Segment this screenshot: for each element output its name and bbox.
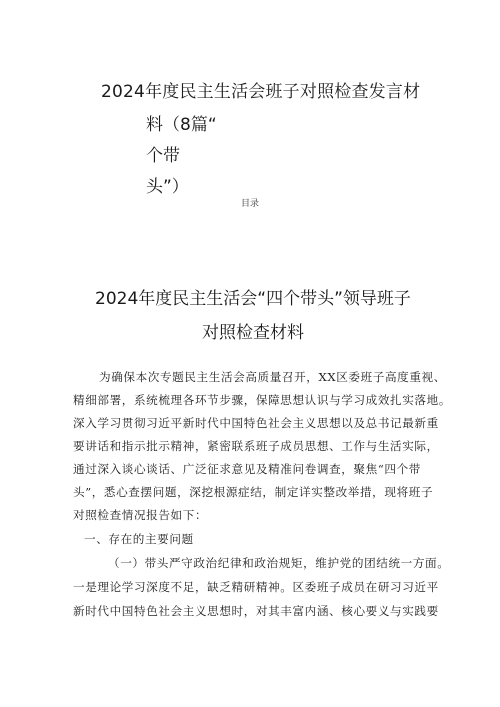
subsection-heading-1: （一）带头严守政治纪律和政治规矩，维护党的团结统一方面。 <box>108 556 450 570</box>
body-line-7: 对照检查情况报告如下： <box>73 508 208 522</box>
section-heading-1: 一、存在的主要问题 <box>84 532 194 546</box>
body-line-6: 头”，悉心查摆问题，深挖根源症结，制定详实整改举措，现将班子 <box>73 485 434 499</box>
document-title-line-1: 2024年度民主生活会“四个带头”领导班子 <box>95 289 411 309</box>
cover-title-line-1: 2024年度民主生活会班子对照检查发言材 <box>101 82 421 102</box>
toc-label: 目录 <box>241 199 260 209</box>
cover-title-line-4: 头”） <box>146 177 189 197</box>
body-line-4: 要讲话和指示批示精神，紧密联系班子成员思想、工作与生活实际， <box>73 439 439 453</box>
body-line-10: 一是理论学习深度不足，缺乏精研精神。区委班子成员在研习习近平 <box>73 580 439 594</box>
body-line-5: 通过深入谈心谈话、广泛征求意见及精准问卷调查，聚焦“四个带 <box>73 462 421 476</box>
cover-title-line-2: 料（8篇“ <box>146 115 217 135</box>
body-line-11: 新时代中国特色社会主义思想时，对其丰富内涵、核心要义与实践要 <box>73 604 439 618</box>
body-line-3: 深入学习贯彻习近平新时代中国特色社会主义思想以及总书记最新重 <box>73 416 439 430</box>
document-title-line-2: 对照检查材料 <box>202 323 304 343</box>
cover-title-line-3: 个带 <box>146 146 180 166</box>
body-line-1: 为确保本次专题民主生活会高质量召开，XX区委班子高度重视、 <box>99 370 446 384</box>
body-line-2: 精细部署，系统梳理各环节步骤，保障思想认识与学习成效扎实落地。 <box>73 393 452 407</box>
